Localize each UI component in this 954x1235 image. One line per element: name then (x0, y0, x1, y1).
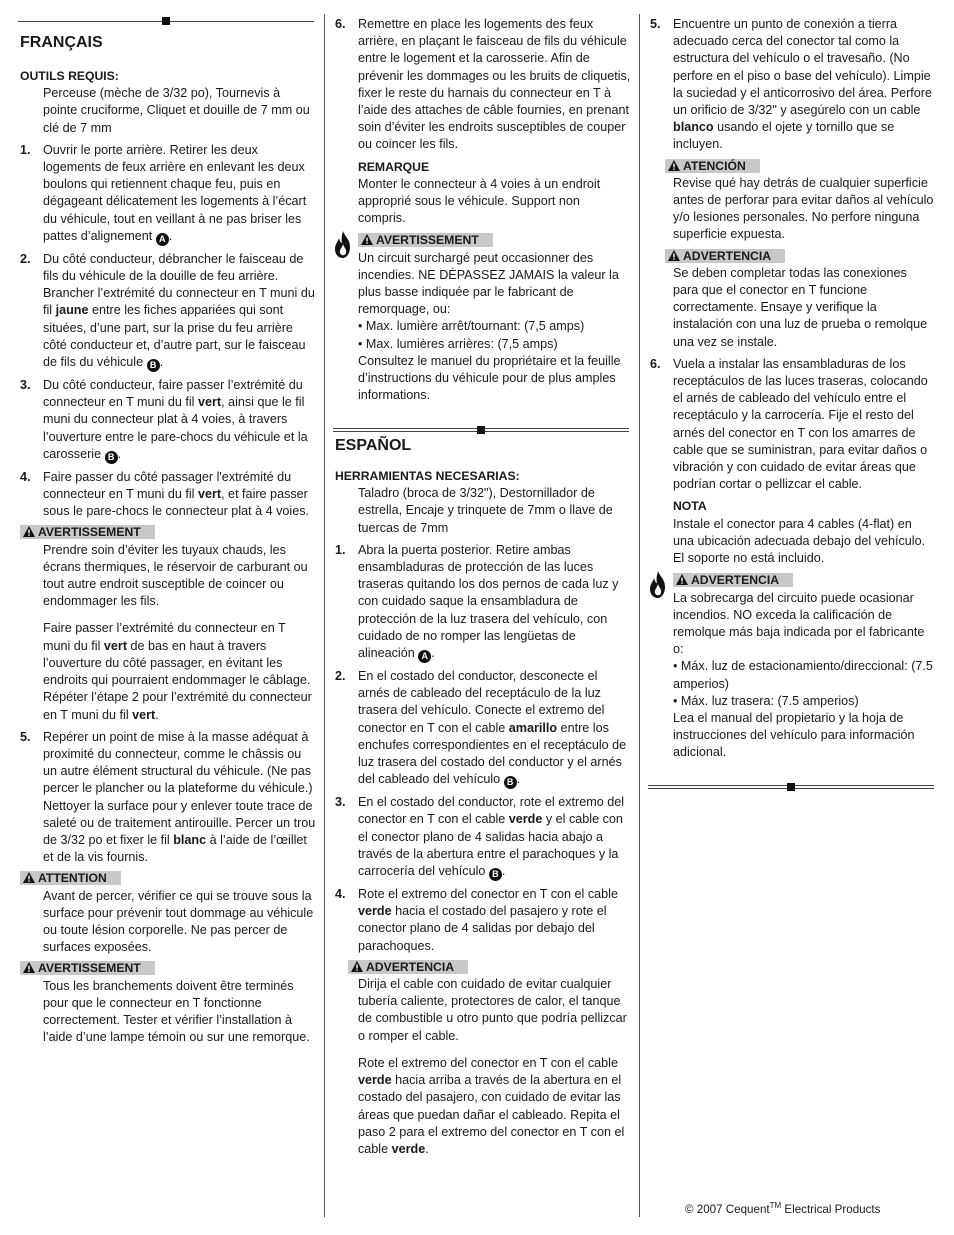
warning-text: Se deben completar todas las conexiones para que el conector en T funcione correctamente. Ensaye y verifique la instalación con una luz de prueba o remolque una vez se instale. (673, 265, 928, 349)
step-5 (650, 16, 934, 351)
step-text: Encuentre un punto de conexión a tierra adecuado cerca del conector tal como la estructura del vehículo o el travesaño. (No perfore en el piso o base del vehículo). Limpie la suciedad y el anticorrosivo del área. Perfore un orificio de 3/32" y asegúrelo con un cable (673, 17, 933, 118)
warning-triangle-icon (361, 234, 373, 245)
step-text: Du côté conducteur, faire passer l’extrémité du connecteur en T muni du fil (43, 378, 303, 410)
step-text: , et faire passer sous le pare-chocs le connecteur plat à 4 voies. (43, 487, 310, 519)
warning-block (358, 959, 631, 1045)
step-text: , ainsi que le fil muni du connecteur plat à 4 voies, à travers l’ouverture entre le pare-chocs du véhicule et la carosserie (43, 395, 308, 461)
wire-color: blanco (673, 120, 714, 135)
step-text: . (155, 707, 159, 722)
step-number: 4. (20, 469, 31, 484)
wire-color: vert (197, 487, 222, 502)
wire-color: vert (132, 707, 156, 722)
column-divider-2 (639, 14, 640, 1217)
warning-bullet: • Máx. luz de estacionamiento/direccional: (7.5 amperios) (673, 659, 933, 691)
step-text: hacia el costado del pasajero y rote el conector plano de 4 salidas por debajo del parachoques. (358, 904, 607, 953)
step-text: Repérer un point de mise à la masse adéquat à proximité du connecteur, comme le châssis ou un autre élément structural du véhicule. (Ne pas percer le plancher ou la plateforme du véhicule.) Nettoyer la surface pour y enlever toute trace de saleté ou de traitement antirouille. Percer un trou de 3/32 po et fixer le fil (43, 729, 316, 847)
wire-color: verde (508, 812, 543, 827)
section-title-spanish: ESPAÑOL (335, 437, 412, 454)
marker-b-icon: B (504, 776, 517, 789)
warning-label (358, 233, 493, 247)
note-text: Instale el conector para 4 cables (4-flat) en una ubicación adecuada debajo del vehículo. El soporte no está incluido. (673, 516, 926, 566)
warning-block (38, 960, 316, 1046)
warning-label (665, 249, 785, 263)
step-text: Vuela a instalar las ensambladuras de los receptáculos de las luces traseras, colocando el arnés de cableado del vehículo entre el receptáculo y la carrocería. Fije el resto del arnés del conector en T con los amarres de cable que se suministran, para evitar daños o vibración y con cuidado de evitar áreas que podrían cortar o pellizcar el cable. (673, 356, 928, 492)
note-text: Monter le connecteur à 4 voies à un endroit approprié sous le véhicule. Support non compris. (358, 176, 601, 226)
attention-text: Revise qué hay detrás de cualquier superficie antes de perforar para evitar daños al vehículo y/o lesiones personales. No perfore ninguna superficie expuesta. (673, 175, 934, 242)
warning-text: Tous les branchements doivent être terminés pour que le connecteur en T fonctionne correctement. Tester et vérifier l’installation à l’aide d’une lampe témoin ou sur une remorque. (43, 978, 310, 1045)
step-continuation (43, 620, 316, 723)
step-text: En el costado del conductor, rote el extremo del conector en T con el cable (358, 795, 625, 827)
column-divider-1 (324, 14, 325, 1217)
step-6 (650, 356, 934, 762)
warning-bullet: • Máx. luz trasera: (7.5 amperios) (673, 693, 859, 708)
warning-label-text: ADVERTENCIA (683, 248, 772, 263)
fire-icon (333, 230, 353, 260)
step-number: 2. (20, 251, 31, 266)
warning-triangle-icon (23, 962, 35, 973)
step-number: 5. (20, 729, 31, 744)
attention-block (38, 870, 316, 956)
marker-a-icon: A (156, 233, 169, 246)
warning-triangle-icon (668, 160, 680, 171)
attention-block (673, 158, 934, 244)
warning-triangle-icon (676, 574, 688, 585)
warning-triangle-icon (23, 526, 35, 537)
step-text: entre los enchufes correspondientes en el receptáculo de luz trasera del costado del conductor y el arnés del cableado del vehículo (358, 720, 627, 787)
wire-color: verde (358, 904, 392, 919)
warning-text: Lea el manual del propietario y la hoja de instrucciones del vehículo para información adicional. (673, 710, 915, 760)
wire-color: verde (391, 1141, 426, 1156)
attention-label-text: ATTENTION (38, 871, 107, 886)
warning-text: Prendre soin d’éviter les tuyaux chauds, les écrans thermiques, le réservoir de carburant ou tout autre endroit susceptible de coincer ou endommager les fils. (43, 542, 308, 609)
note-heading: REMARQUE (358, 159, 430, 174)
step-4 (20, 469, 316, 724)
warning-text: La sobrecarga del circuito puede ocasionar incendios. NO exceda la calificación de remolque más baja indicada por el fabricante o: (673, 590, 925, 657)
step-text: Rote el extremo del conector en T con el cable (358, 1055, 618, 1070)
fire-warning-block (358, 232, 631, 404)
tools-list: Taladro (broca de 3/32"), Destornillador de estrella, Encaje y trinquete de 7mm o llave de tuercas de 7mm (358, 486, 613, 535)
note-heading: NOTA (673, 499, 707, 514)
warning-text: Dirija el cable con cuidado de evitar cualquier tubería caliente, protectores de calor, el tanque de combustible u otro punto que podría pellizcar o romper el cable. (358, 977, 627, 1043)
wire-color: verde (358, 1073, 392, 1088)
warning-text: Un circuit surchargé peut occasionner des incendies. NE DÉPASSEZ JAMAIS la valeur la plus basse indiquée par le fabricant de remorquage, ou: (358, 250, 619, 317)
column-middle (335, 16, 631, 1156)
step-number: 6. (335, 17, 346, 31)
step-text: . (425, 1141, 429, 1156)
column-french (20, 33, 316, 1046)
step-text: à l’aide de l’œillet et de la vis fournis. (43, 832, 307, 865)
attention-text: Avant de percer, vérifier ce qui se trouve sous la surface pour prévenir tout dommage au véhicule ou toute lésion corporelle. Ne pas percer de surfaces exposées. (43, 888, 314, 955)
step-text: En el costado del conductor, desconecte el arnés de cableado del receptáculo de la luz trasera del vehículo. Conecte el extremo del conector en T con el cable (358, 669, 605, 735)
warning-text: Consultez le manuel du propriétaire et la feuille d’instructions du véhicule pour de plus amples informations. (358, 353, 621, 403)
step-5 (20, 729, 316, 1047)
trademark-mark: TM (769, 1201, 782, 1210)
warning-triangle-icon (351, 961, 363, 972)
step-text: hacia arriba a través de la abertura en el costado del pasajero, con cuidado de evitar las áreas que puedan dañar el cableado. Repita el paso 2 para el extremo del conector en T con el cable (358, 1073, 625, 1156)
step-1: 1. Abra la puerta posterior. Retire ambas ensambladuras de protección de las luces traseras quitando los dos pernos de cada luz y con cuidado saque la ensambladura de protección de la luz trasera del vehículo, con cuidado de no romper las lengüetas de alineación A . (335, 542, 619, 662)
wire-color: vert (197, 395, 222, 410)
marker-a-icon: A (418, 650, 431, 663)
warning-bullet: • Max. lumières arrières: (7,5 amps) (358, 336, 558, 351)
step-4 (335, 886, 631, 1158)
step-number: 2. (335, 669, 346, 684)
warning-label-text: AVERTISSEMENT (38, 525, 141, 540)
warning-triangle-icon (668, 250, 680, 261)
step-text: Rote el extremo del conector en T con el cable (358, 887, 618, 902)
fire-warning-block (673, 572, 934, 761)
fire-icon (648, 570, 668, 600)
copyright-text: © 2007 Cequent (685, 1202, 770, 1216)
copyright-footer (685, 1197, 880, 1218)
warning-label (673, 573, 793, 587)
step-3: 3. Du côté conducteur, faire passer l’extrémité du connecteur en T muni du fil vert, ainsi que le fil muni du connecteur plat à 4 voies, à travers l’ouverture entre le pare-chocs du véhicule et la carosserie B . (20, 378, 308, 462)
step-number: 1. (335, 542, 346, 557)
step-text: Faire passer l’extrémité du connecteur en T muni du fil (43, 621, 286, 653)
step-3: 3. En el costado del conductor, rote el extremo del conector en T con el cable verde y el cable con el conector plano de 4 salidas hacia abajo a través de la abertura entre el parachoques y la carrocería del vehículo B . (335, 795, 625, 880)
step-6 (335, 16, 631, 404)
step-text: de bas en haut à travers l’ouverture du côté passager, en évitant les endroits qui pourraient endommager le câblage. Répéter l’étape 2 pour l’extrémité du connecteur en T muni du fil (43, 638, 312, 722)
marker-b-icon: B (147, 359, 160, 372)
warning-label (348, 960, 468, 974)
step-text: y el cable con el conector plano de 4 salidas hacia abajo a través de la abertura entre el parachoques y la carrocería del vehículo (358, 812, 623, 879)
warning-bullet: • Max. lumière arrêt/tournant: (7,5 amps) (358, 319, 585, 334)
wire-color: vert (103, 638, 128, 653)
step-text: Ouvrir le porte arrière. Retirer les deux logements de feux arrière en enlevant les deux boulons qui retiennent chaque feu, puis en dégageant délicatement les logements à l’écart du véhicule, tout en veillant à ne pas briser les pattes d’alignement (43, 142, 307, 243)
step-number: 3. (20, 378, 31, 393)
wire-color: jaune (55, 303, 89, 318)
wire-color: blanc (173, 832, 207, 847)
step-text: Du côté conducteur, débrancher le faisceau de fils du véhicule de la douille de feu arrière. Brancher l’extrémité du connecteur en T muni du fil (43, 251, 315, 318)
step-number: 5. (650, 17, 661, 31)
warning-label (20, 961, 155, 975)
warning-label-text: AVERTISSEMENT (376, 233, 479, 248)
step-number: 3. (335, 795, 346, 810)
attention-label-text: ATENCIÓN (683, 158, 746, 173)
warning-triangle-icon (23, 872, 35, 883)
wire-color: amarillo (508, 720, 558, 735)
attention-label (665, 159, 760, 173)
warning-label-text: AVERTISSEMENT (38, 961, 141, 976)
attention-label (20, 871, 121, 885)
tools-heading: OUTILS REQUIS: (20, 69, 119, 83)
warning-label-text: ADVERTENCIA (366, 959, 455, 974)
step-1: 1. Ouvrir le porte arrière. Retirer les deux logements de feux arrière en enlevant les deux boulons qui retiennent chaque feu, puis en dégageant délicatement les logements à l’écart du véhicule, tout en veillant à ne pas briser les pattes d’alignement A . (20, 142, 307, 244)
step-text: usando el ojete y tornillo que se incluyen. (673, 120, 895, 152)
step-continuation (358, 1055, 631, 1158)
step-number: 6. (650, 356, 661, 371)
step-text: Remettre en place les logements des feux arrière, en plaçant le faisceau de fils du véhicule entre le logement et la carosserie. Afin de prévenir les dommages ou les bruits de cliquetis, fixer le reste du harnais du connecteur en T à l’aide des attaches de câble fournies, en prenant soin d’éviter les endroits susceptibles de couper ou coincer les fils. (358, 17, 631, 152)
warning-label (20, 525, 155, 539)
marker-b-icon: B (105, 451, 118, 464)
step-2: 2. En el costado del conductor, desconecte el arnés de cableado del receptáculo de la luz trasera del vehículo. Conecte el extremo del conector en T con el cable amarillo entre los enchufes correspondientes en el receptáculo de luz trasera del costado del conductor y el arnés del cableado del vehículo B . (335, 669, 627, 788)
step-2: 2. Du côté conducteur, débrancher le faisceau de fils du véhicule de la douille de feu arrière. Brancher l’extrémité du connecteur en T muni du fil jaune entre les fiches appariées qui sont situées, d’une part, sur la prise du feu arrière côté conducteur et, d’autre part, sur le faisceau de fils du véhicule B . (20, 251, 315, 371)
step-number: 4. (335, 887, 346, 902)
tools-list: Perceuse (mèche de 3/32 po), Tournevis à pointe cruciforme, Cliquet et douille de 7 mm ou clé de 7 mm (43, 86, 310, 135)
tools-heading: HERRAMIENTAS NECESARIAS: (335, 469, 520, 483)
step-text: entre les fiches appariées qui sont situées, d’une part, sur la prise du feu arrière côté conducteur et, d’autre part, sur le faisceau de fils du véhicule (43, 303, 306, 370)
step-number: 1. (20, 142, 31, 157)
warning-block (673, 248, 934, 351)
spanish-section (335, 436, 631, 1158)
step-text: Faire passer du côté passager l'extrémité du connecteur en T muni du fil (43, 469, 292, 502)
marker-b-icon: B (489, 868, 502, 881)
section-title-french: FRANÇAIS (20, 34, 103, 51)
warning-block (38, 524, 316, 610)
copyright-text: Electrical Products (781, 1202, 881, 1216)
warning-label-text: ADVERTENCIA (691, 573, 780, 588)
column-right (650, 16, 934, 762)
step-text: Abra la puerta posterior. Retire ambas ensambladuras de protección de las luces traseras quitando los dos pernos de cada luz y con cuidado saque la ensambladura de protección de la luz trasera del vehículo, con cuidado de no romper las lengüetas de alineación (358, 542, 619, 661)
